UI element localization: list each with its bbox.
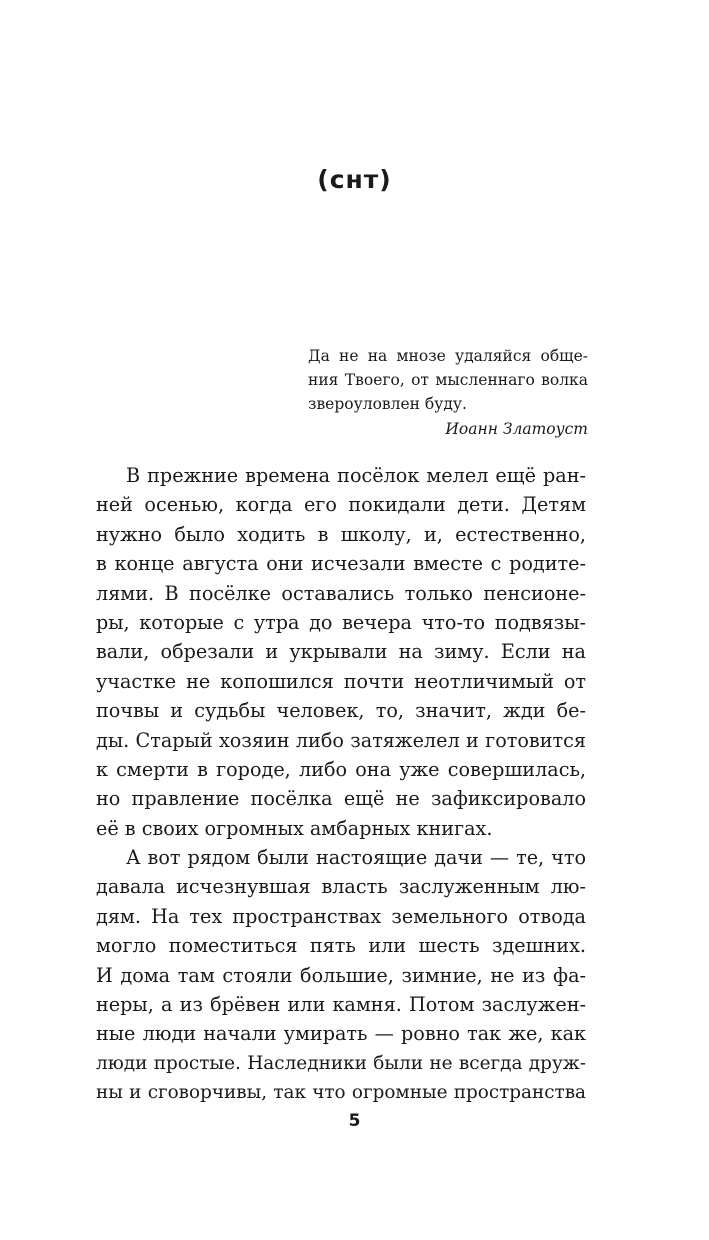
body-text (96, 461, 586, 1108)
text-line: ды. Старый хозяин либо затяжелел и готовится (96, 728, 586, 752)
text-line: ные люди начали умирать — ровно так же, как (96, 1022, 586, 1046)
text-line: к смерти в городе, либо она уже совершилась, (96, 757, 586, 781)
text-line: И дома там стояли большие, зимние, не из фа- (96, 963, 586, 987)
epigraph-line: ния Твоего, от мысленнаго волка (308, 371, 588, 389)
text-line: почвы и судьбы человек, то, значит, жди бе- (96, 699, 586, 723)
epigraph-author: Иоанн Златоуст (445, 420, 588, 438)
epigraph (308, 344, 588, 441)
epigraph-line: Да не на мнозе удаляйся обще- (308, 347, 588, 365)
text-line: участке не копошился почти неотличимый от (96, 669, 586, 693)
text-line: А вот рядом были настоящие дачи — те, что (126, 846, 586, 870)
text-line: вали, обрезали и укрывали на зиму. Если на (96, 640, 586, 664)
text-line: люди простые. Наследники были не всегда друж- (96, 1052, 586, 1074)
text-line: ней осенью, когда его покидали дети. Детям (96, 493, 586, 517)
page-number: 5 (348, 1111, 361, 1131)
text-line: неры, а из брёвен или камня. Потом заслужен- (96, 993, 586, 1017)
text-line: давала исчезнувшая власть заслуженным лю- (96, 875, 586, 899)
text-line: В прежние времена посёлок мелел ещё ран- (126, 464, 586, 487)
text-line: в конце августа они исчезали вместе с родите- (96, 552, 586, 576)
chapter-title: (снт) (317, 165, 392, 194)
text-line: лями. В посёлке оставались только пенсионе- (96, 581, 586, 605)
epigraph-line: звероуловлен буду. (308, 395, 467, 413)
text-line: дям. На тех пространствах земельного отвода (96, 904, 586, 928)
text-line: ны и сговорчивы, так что огромные пространства (96, 1082, 586, 1104)
text-line: могло поместиться пять или шесть здешних. (96, 934, 586, 958)
text-line: но правление посёлка ещё не зафиксировало (96, 787, 586, 811)
text-line: её в своих огромных амбарных книгах. (96, 816, 493, 840)
text-line: ры, которые с утра до вечера что-то подвязы- (96, 610, 586, 634)
text-line: нужно было ходить в школу, и, естественно, (96, 522, 586, 546)
